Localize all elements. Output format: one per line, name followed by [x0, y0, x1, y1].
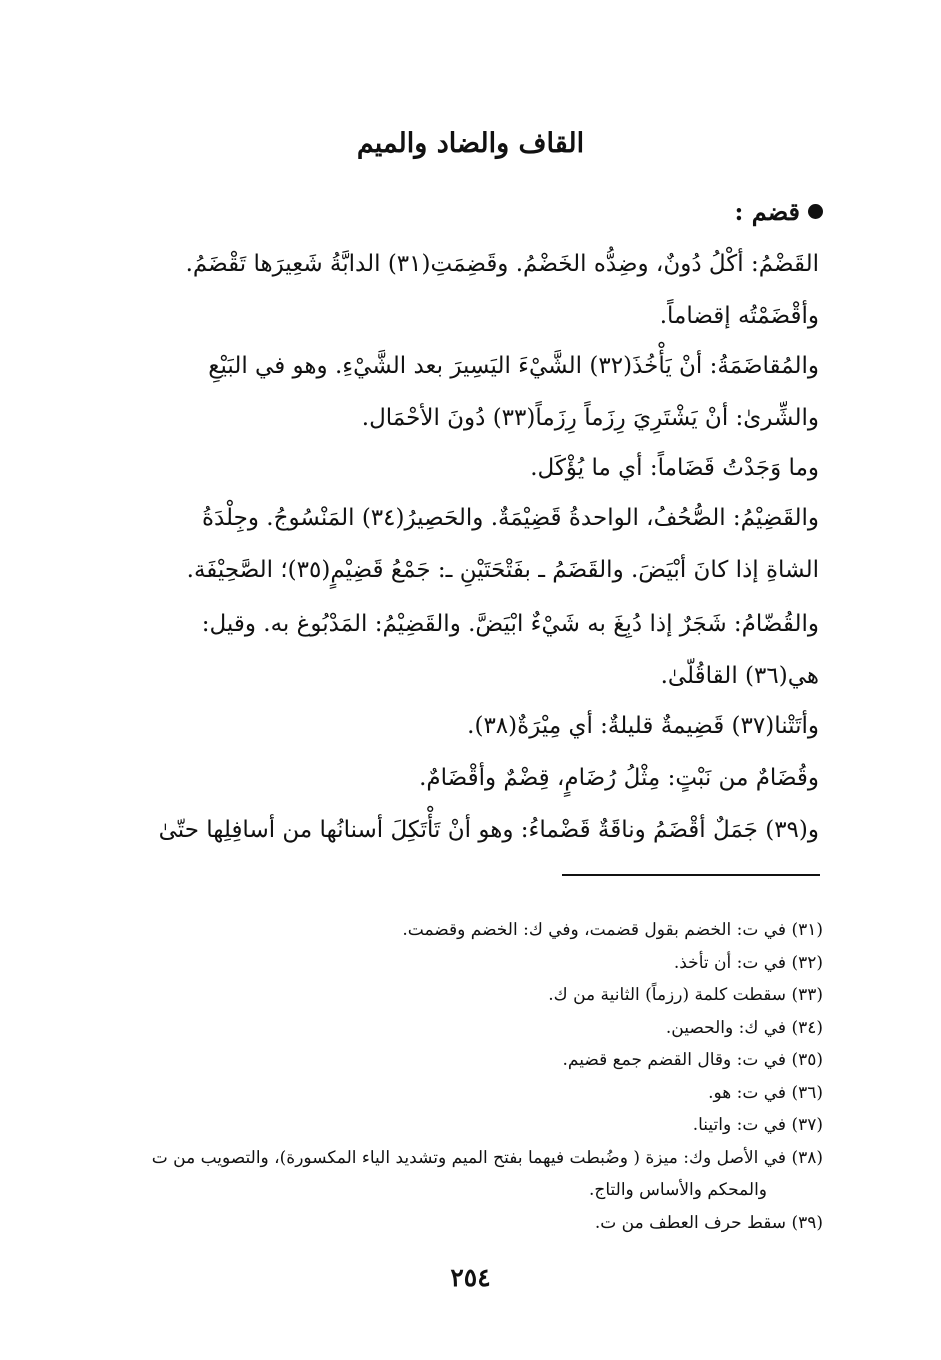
body-line: والقَضِيْمُ: الصُّحُفُ، الواحدةُ قَضِيْمَةٌ. والحَصِيرُ(٣٤) المَنْسُوجُ. وجِلْدَةُ — [201, 505, 819, 531]
footnote-continuation: والمحكم والأساس والتاج. — [588, 1180, 767, 1200]
page-number: ٢٥٤ — [450, 1263, 491, 1292]
body-line: الشاةِ إذا كانَ أبْيَضَ. والقَضَمُ ـ بفَتْحَتَيْنِ ـ: جَمْعُ قَضِيْمٍ(٣٥)؛ الصَّحِيْفَة. — [186, 557, 819, 583]
paragraph-qadam — [119, 442, 819, 494]
footnote: (٣١) في ت: الخضم بقول قضمت، وفي ك: الخضم وقضمت. — [402, 920, 823, 940]
paragraph-qadim — [119, 492, 819, 596]
body-line: والشِّرىٰ: أنْ يَشْتَرِيَ رِزَماً رِزَماً(٣٣) دُونَ الأحْمَال. — [361, 405, 819, 431]
body-line: والقُضّامُ: شَجَرٌ إذا دُبِغَ به شَيْءٌ ابْيَضَّ. والقَضِيْمُ: المَدْبُوغ به. وقيل: — [201, 611, 819, 637]
footnote: (٣٩) سقط حرف العطف من ت. — [594, 1212, 823, 1233]
footnote: (٣٨) في الأصل وك: ميزة ( وضُبطت فيهما بفتح الميم وتشديد الياء المكسورة)، والتصويب من ت — [151, 1147, 823, 1168]
entry-heading-label: قضم : — [734, 197, 800, 226]
paragraph-qudam — [119, 598, 819, 702]
footnote: (٣٧) في ت: واتينا. — [692, 1115, 823, 1135]
footnote: (٣٣) سقطت كلمة (رزماً) الثانية من ك. — [548, 985, 823, 1005]
footnote: (٣٥) في ت: وقال القضم جمع قضيم. — [562, 1050, 823, 1070]
paragraph-qadima — [119, 700, 819, 856]
body-line: هي(٣٦) القاقُلّىٰ. — [660, 663, 819, 689]
body-line: القَضْمُ: أكْلُ دُونٌ، وضِدُّه الخَضْمُ. وقَضِمَتِ(٣١) الدابَّةُ شَعِيرَها تَقْضَمُ. — [185, 251, 819, 277]
body-line: وما وَجَدْتُ قَضَاماً: أي ما يُؤْكَل. — [530, 455, 819, 481]
footnote-divider — [562, 874, 820, 876]
paragraph-muqadama — [119, 340, 819, 444]
bullet-icon — [808, 204, 823, 219]
paragraph-qadm — [119, 238, 819, 342]
body-line: والمُقاضَمَةُ: أنْ يَأْخُذَ(٣٢) الشَّيْءَ اليَسِيرَ بعد الشَّيْءِ. وهو في البَيْعِ — [208, 353, 819, 379]
footnotes — [109, 914, 823, 1239]
footnote: (٣٢) في ت: أن تأخذ. — [673, 952, 823, 973]
footnote: (٣٤) في ك: والحصين. — [665, 1017, 823, 1038]
body-line: وقُضَامٌ من نَبْتٍ: مِثْلُ رُضَامٍ، قِضْمٌ وأقْضَامٌ. — [419, 765, 819, 791]
page-header-title: القاف والضاد والميم — [356, 128, 585, 159]
footnote: (٣٦) في ت: هو. — [708, 1082, 823, 1103]
body-line: و(٣٩) جَمَلٌ أقْضَمُ وناقَةٌ قَضْماءُ: وهو أنْ تَأْتَكِلَ أسنانُها من أسافِلِها حتّىٰ — [158, 817, 819, 843]
body-line: وأقْضَمْتُه إقضاماً. — [659, 303, 819, 329]
body-line: وأتَتْنا(٣٧) قَضِيمةٌ قليلةٌ: أي مِيْرَةٌ(٣٨). — [467, 713, 819, 739]
entry-heading — [735, 197, 823, 226]
